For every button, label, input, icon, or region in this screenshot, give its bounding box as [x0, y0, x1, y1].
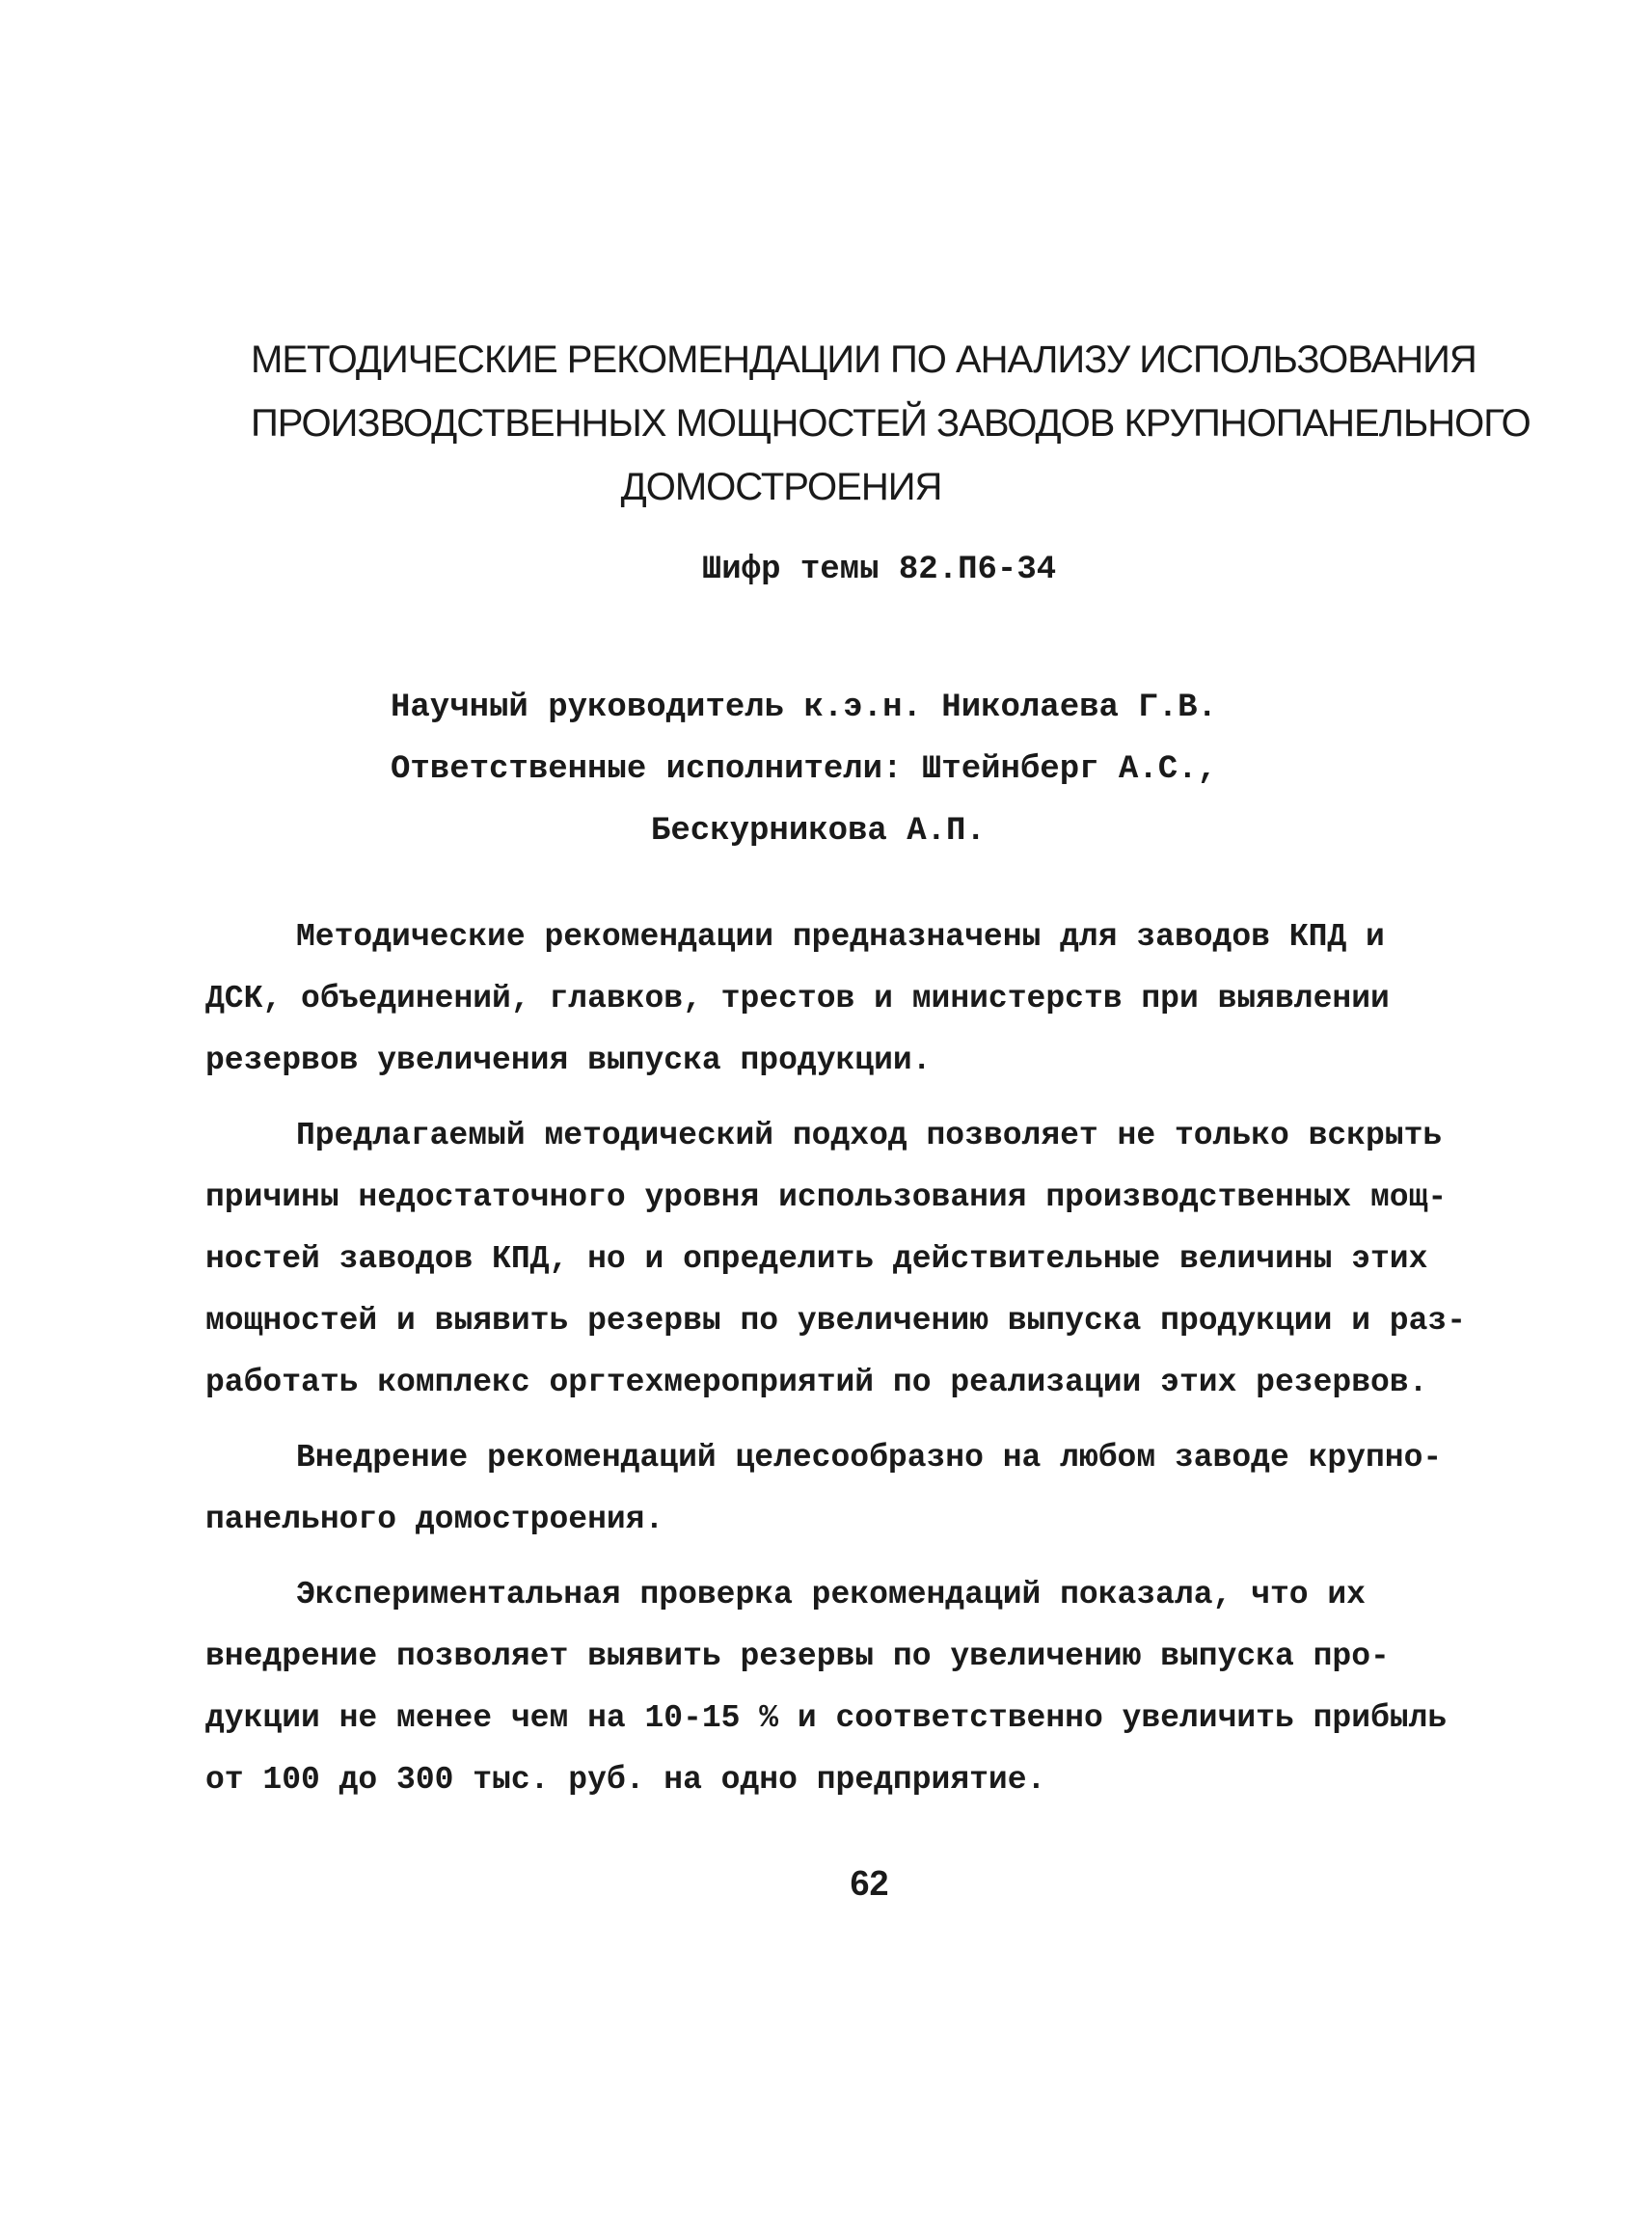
- paragraph-line: мощностей и выявить резервы по увеличению выпуска продукции и раз-: [205, 1303, 1467, 1339]
- credits-block: [391, 677, 1217, 862]
- paragraph-line: резервов увеличения выпуска продукции.: [205, 1043, 932, 1078]
- paragraph-line: дукции не менее чем на 10-15 % и соответственно увеличить прибыль: [205, 1700, 1448, 1736]
- topic-code: Шифр темы 82.П6-34: [701, 552, 1057, 588]
- paragraph-3: [205, 1427, 1469, 1551]
- paragraph-line: причины недостаточного уровня использования производственных мощ-: [205, 1179, 1448, 1215]
- paragraph-line: работать комплекс оргтехмероприятий по реализации этих резервов.: [205, 1365, 1428, 1400]
- supervisor-line: Научный руководитель к.э.н. Николаева Г.В.: [391, 690, 1217, 726]
- paragraph-line: Методические рекомендации предназначены для заводов КПД и: [296, 919, 1385, 955]
- title-line-3: ДОМОСТРОЕНИЯ: [620, 466, 942, 508]
- paragraph-1: [205, 907, 1469, 1092]
- page-number: 62: [850, 1863, 889, 1903]
- body-text: [205, 907, 1469, 1825]
- paragraph-2: [205, 1105, 1469, 1414]
- document-title: [251, 328, 1530, 519]
- executors-line-2: Бескурникова А.П.: [651, 813, 986, 850]
- executors-line-1: Ответственные исполнители: Штейнберг А.С.,: [391, 751, 1217, 788]
- paragraph-line: внедрение позволяет выявить резервы по увеличению выпуска про-: [205, 1639, 1390, 1674]
- paragraph-line: Экспериментальная проверка рекомендаций показала, что их: [296, 1577, 1366, 1612]
- paragraph-line: панельного домостроения.: [205, 1502, 664, 1537]
- paragraph-line: от 100 до 300 тыс. руб. на одно предприятие.: [205, 1762, 1046, 1798]
- paragraph-line: Внедрение рекомендаций целесообразно на любом заводе крупно-: [296, 1440, 1443, 1476]
- title-line-2: ПРОИЗВОДСТВЕННЫХ МОЩНОСТЕЙ ЗАВОДОВ КРУПНОПАНЕЛЬНОГО: [251, 402, 1530, 445]
- paragraph-4: [205, 1564, 1469, 1811]
- title-line-1: МЕТОДИЧЕСКИЕ РЕКОМЕНДАЦИИ ПО АНАЛИЗУ ИСПОЛЬЗОВАНИЯ: [251, 339, 1476, 381]
- paragraph-line: ностей заводов КПД, но и определить действительные величины этих: [205, 1241, 1428, 1277]
- paragraph-line: ДСК, объединений, главков, трестов и министерств при выявлении: [205, 981, 1390, 1016]
- paragraph-line: Предлагаемый методический подход позволяет не только вскрыть: [296, 1118, 1443, 1153]
